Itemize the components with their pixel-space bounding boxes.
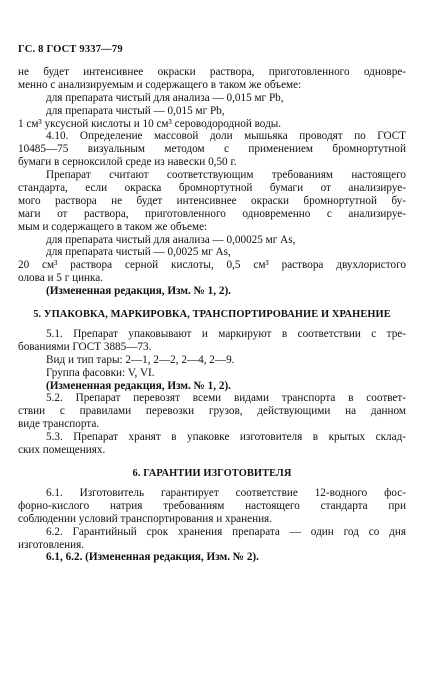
text-line: ствии с правилами перевозки грузов, действующими на данном (18, 405, 406, 418)
text-line: Вид и тип тары: 2—1, 2—2, 2—4, 2—9. (46, 353, 235, 366)
document-body (18, 66, 406, 564)
text-line: бумаги в серноксилой среде из навески 0,50 г. (18, 156, 237, 169)
text-line: 6.1. Изготовитель гарантирует соответствие 12-водного фос- (46, 486, 406, 499)
text-line: 10485—75 визуальным методом с применением бромнортутной (18, 143, 406, 156)
text-line: не будет интенсивнее окраски раствора, приготовленного одновре- (18, 66, 406, 78)
amendment-note: (Измененная редакция, Изм. № 1, 2). (46, 379, 231, 392)
text-line: 5.3. Препарат хранят в упаковке изготовителя в крытых склад- (46, 431, 406, 444)
text-line: маги от раствора, приготовленного одновременно с анализируе- (18, 207, 406, 220)
text-line: для препарата чистый для анализа — 0,015 мг Pb, (46, 91, 284, 104)
text-line: виде транспорта. (18, 418, 100, 431)
text-line: ских помещениях. (18, 444, 106, 457)
text-line: бованиями ГОСТ 3885—73. (18, 340, 152, 353)
text-line: соблюдении условий транспортирования и хранения. (18, 512, 273, 525)
text-line: для препарата чистый — 0,015 мг Pb, (46, 104, 225, 117)
text-line: менно с анализируемым и содержащего в таком же объеме: (18, 78, 302, 91)
amendment-note: 6.1, 6.2. (Измененная редакция, Изм. № 2). (46, 551, 259, 564)
text-line: 4.10. Определение массовой доли мышьяка проводят по ГОСТ (46, 130, 406, 143)
text-line: стандарта, если окраска бромнортутной бумаги от анализируе- (18, 182, 406, 195)
text-line: мого раствора не будет интенсивнее окраски бромнортутной бу- (18, 194, 406, 207)
page-header: ГС. 8 ГОСТ 9337—79 (18, 44, 123, 55)
text-line: 5.2. Препарат перевозят всеми видами транспорта в соответ- (46, 392, 406, 405)
text-line: для препарата чистый для анализа — 0,00025 мг As, (46, 233, 296, 246)
section-heading-6: 6. ГАРАНТИИ ИЗГОТОВИТЕЛЯ (132, 467, 292, 479)
text-line: Группа фасовки: V, VI. (46, 366, 155, 379)
text-line: 5.1. Препарат упаковывают и маркируют в соответствии с тре- (46, 328, 406, 341)
text-line: 1 см³ уксусной кислоты и 10 см³ сероводородной воды. (18, 117, 282, 130)
text-line: для препарата чистый — 0,0025 мг As, (46, 246, 231, 259)
text-line: 20 см³ раствора серной кислоты, 0,5 см³ раствора двухлористого (18, 259, 406, 272)
text-line: мым и содержащего в таком же объеме: (18, 220, 208, 233)
text-line: форно-кислого натрия требованиям настоящего стандарта при (18, 499, 406, 512)
text-line: Препарат считают соответствующим требованиям настоящего (46, 169, 406, 182)
text-line: 6.2. Гарантийный срок хранения препарата — один год со дня (46, 525, 406, 538)
amendment-note: (Измененная редакция, Изм. № 1, 2). (46, 285, 231, 298)
text-line: олова и 5 г цинка. (18, 272, 104, 285)
section-heading-5: 5. УПАКОВКА, МАРКИРОВКА, ТРАНСПОРТИРОВАНИЕ И ХРАНЕНИЕ (33, 309, 391, 321)
text-line: изготовления. (18, 538, 85, 551)
